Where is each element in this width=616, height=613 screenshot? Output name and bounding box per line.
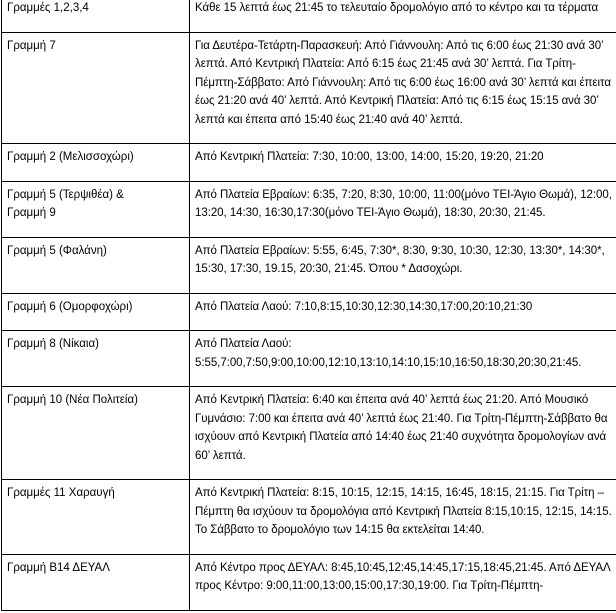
schedule-body <box>2 0 616 610</box>
table-row <box>2 0 616 32</box>
schedule-cell: Από Κεντρική Πλατεία: 8:15, 10:15, 12:15, 14:15, 16:45, 18:15, 21:15. Για Τρίτη – Πέμπτη θα ισχύουν τα δρομολόγια από Κεντρική Πλατεία 8:15,10:15, 12:15, 14:15. Το Σάββατο το δρομολόγιο των 14:15 θα εκτελείται 14:40. <box>190 480 616 555</box>
route-cell: Γραμμή 6 (Ομορφοχώρι) <box>2 293 190 331</box>
schedule-cell: Από Κεντρική Πλατεία: 6:40 και έπειτα ανά 40’ λεπτά έως 21:20. Από Μουσικό Γυμνάσιο: 7:00 και έπειτα ανά 40’ λεπτά έως 21:40. Για Τρίτη-Πέμπτη-Σάββατο θα ισχύουν από Κεντρική Πλατεία από 14:40 έως 21:40 συχνότητα δρομολογίων ανά 60’ λεπτά. <box>190 387 616 480</box>
route-cell: Γραμμή 5 (Τερψιθέα) & Γραμμή 9 <box>2 181 190 237</box>
table-row <box>2 181 616 237</box>
table-row <box>2 387 616 480</box>
table-row <box>2 237 616 293</box>
table-row <box>2 32 616 144</box>
route-cell: Γραμμή 2 (Μελισσοχώρι) <box>2 144 190 182</box>
route-cell: Γραμμή Β14 ΔΕΥΑΛ <box>2 554 190 610</box>
route-cell: Γραμμή 8 (Νίκαια) <box>2 331 190 387</box>
schedule-cell: Από Πλατεία Λαού: 5:55,7:00,7:50,9:00,10:00,12:10,13:10,14:10,15:10,16:50,18:30,20:30,21:45. <box>190 331 616 387</box>
route-cell: Γραμμή 10 (Νέα Πολιτεία) <box>2 387 190 480</box>
route-cell: Γραμμή 5 (Φαλάνη) <box>2 237 190 293</box>
table-row <box>2 293 616 331</box>
schedule-table <box>1 0 616 611</box>
schedule-cell: Από Πλατεία Εβραίων: 6:35, 7:20, 8:30, 10:00, 11:00(μόνο ΤΕΙ-Άγιο Θωμά), 12:00, 13:20, 14:30, 16:30,17:30(μόνο ΤΕΙ-Άγιο Θωμά), 18:30, 20:30, 21:45. <box>190 181 616 237</box>
table-row <box>2 554 616 610</box>
route-cell: Γραμμή 7 <box>2 32 190 144</box>
schedule-cell: Από Κεντρική Πλατεία: 7:30, 10:00, 13:00, 14:00, 15:20, 19:20, 21:20 <box>190 144 616 182</box>
schedule-cell: Από Πλατεία Εβραίων: 5:55, 6:45, 7:30*, 8:30, 9:30, 10:30, 12:30, 13:30*, 14:30*, 15:30, 17:30, 19.15, 20:30, 21:45. Όπου * Δασοχώρι. <box>190 237 616 293</box>
schedule-cell: Για Δευτέρα-Τετάρτη-Παρασκευή: Από Γιάννουλη: Από τις 6:00 έως 21:30 ανά 30’ λεπτά. Από Κεντρική Πλατεία: Από 6:15 έως 21:45 ανά 30’ λεπτά. Για Τρίτη-Πέμπτη-Σάββατο: Από Γιάννουλη: Από τις 6:00 έως 16:00 ανά 30’ λεπτά και έπειτα έως 21:20 ανά 40’ λεπτά. Από Κεντρική Πλατεία: Από τις 6:15 έως 15:15 ανά 30’ λεπτά και έπειτα από 15:40 έως 21:40 ανά 40’ λεπτά. <box>190 32 616 144</box>
schedule-cell: Από Πλατεία Λαού: 7:10,8:15,10:30,12:30,14:30,17:00,20:10,21:30 <box>190 293 616 331</box>
table-row <box>2 144 616 182</box>
table-row <box>2 331 616 387</box>
route-cell: Γραμμές 11 Χαραυγή <box>2 480 190 555</box>
schedule-cell: Από Κέντρο προς ΔΕΥΑΛ: 8:45,10:45,12:45,14:45,17:15,18:45,21:45. Από ΔΕΥΑΛ προς Κέντρο: 9:00,11:00,13:00,15:00,17:30,19:00. Για Τρίτη-Πέμπτη- <box>190 554 616 610</box>
route-cell: Γραμμές 1,2,3,4 <box>2 0 190 32</box>
schedule-cell: Κάθε 15 λεπτά έως 21:45 το τελευταίο δρομολόγιο από το κέντρο και τα τέρματα <box>190 0 616 32</box>
table-row <box>2 480 616 555</box>
